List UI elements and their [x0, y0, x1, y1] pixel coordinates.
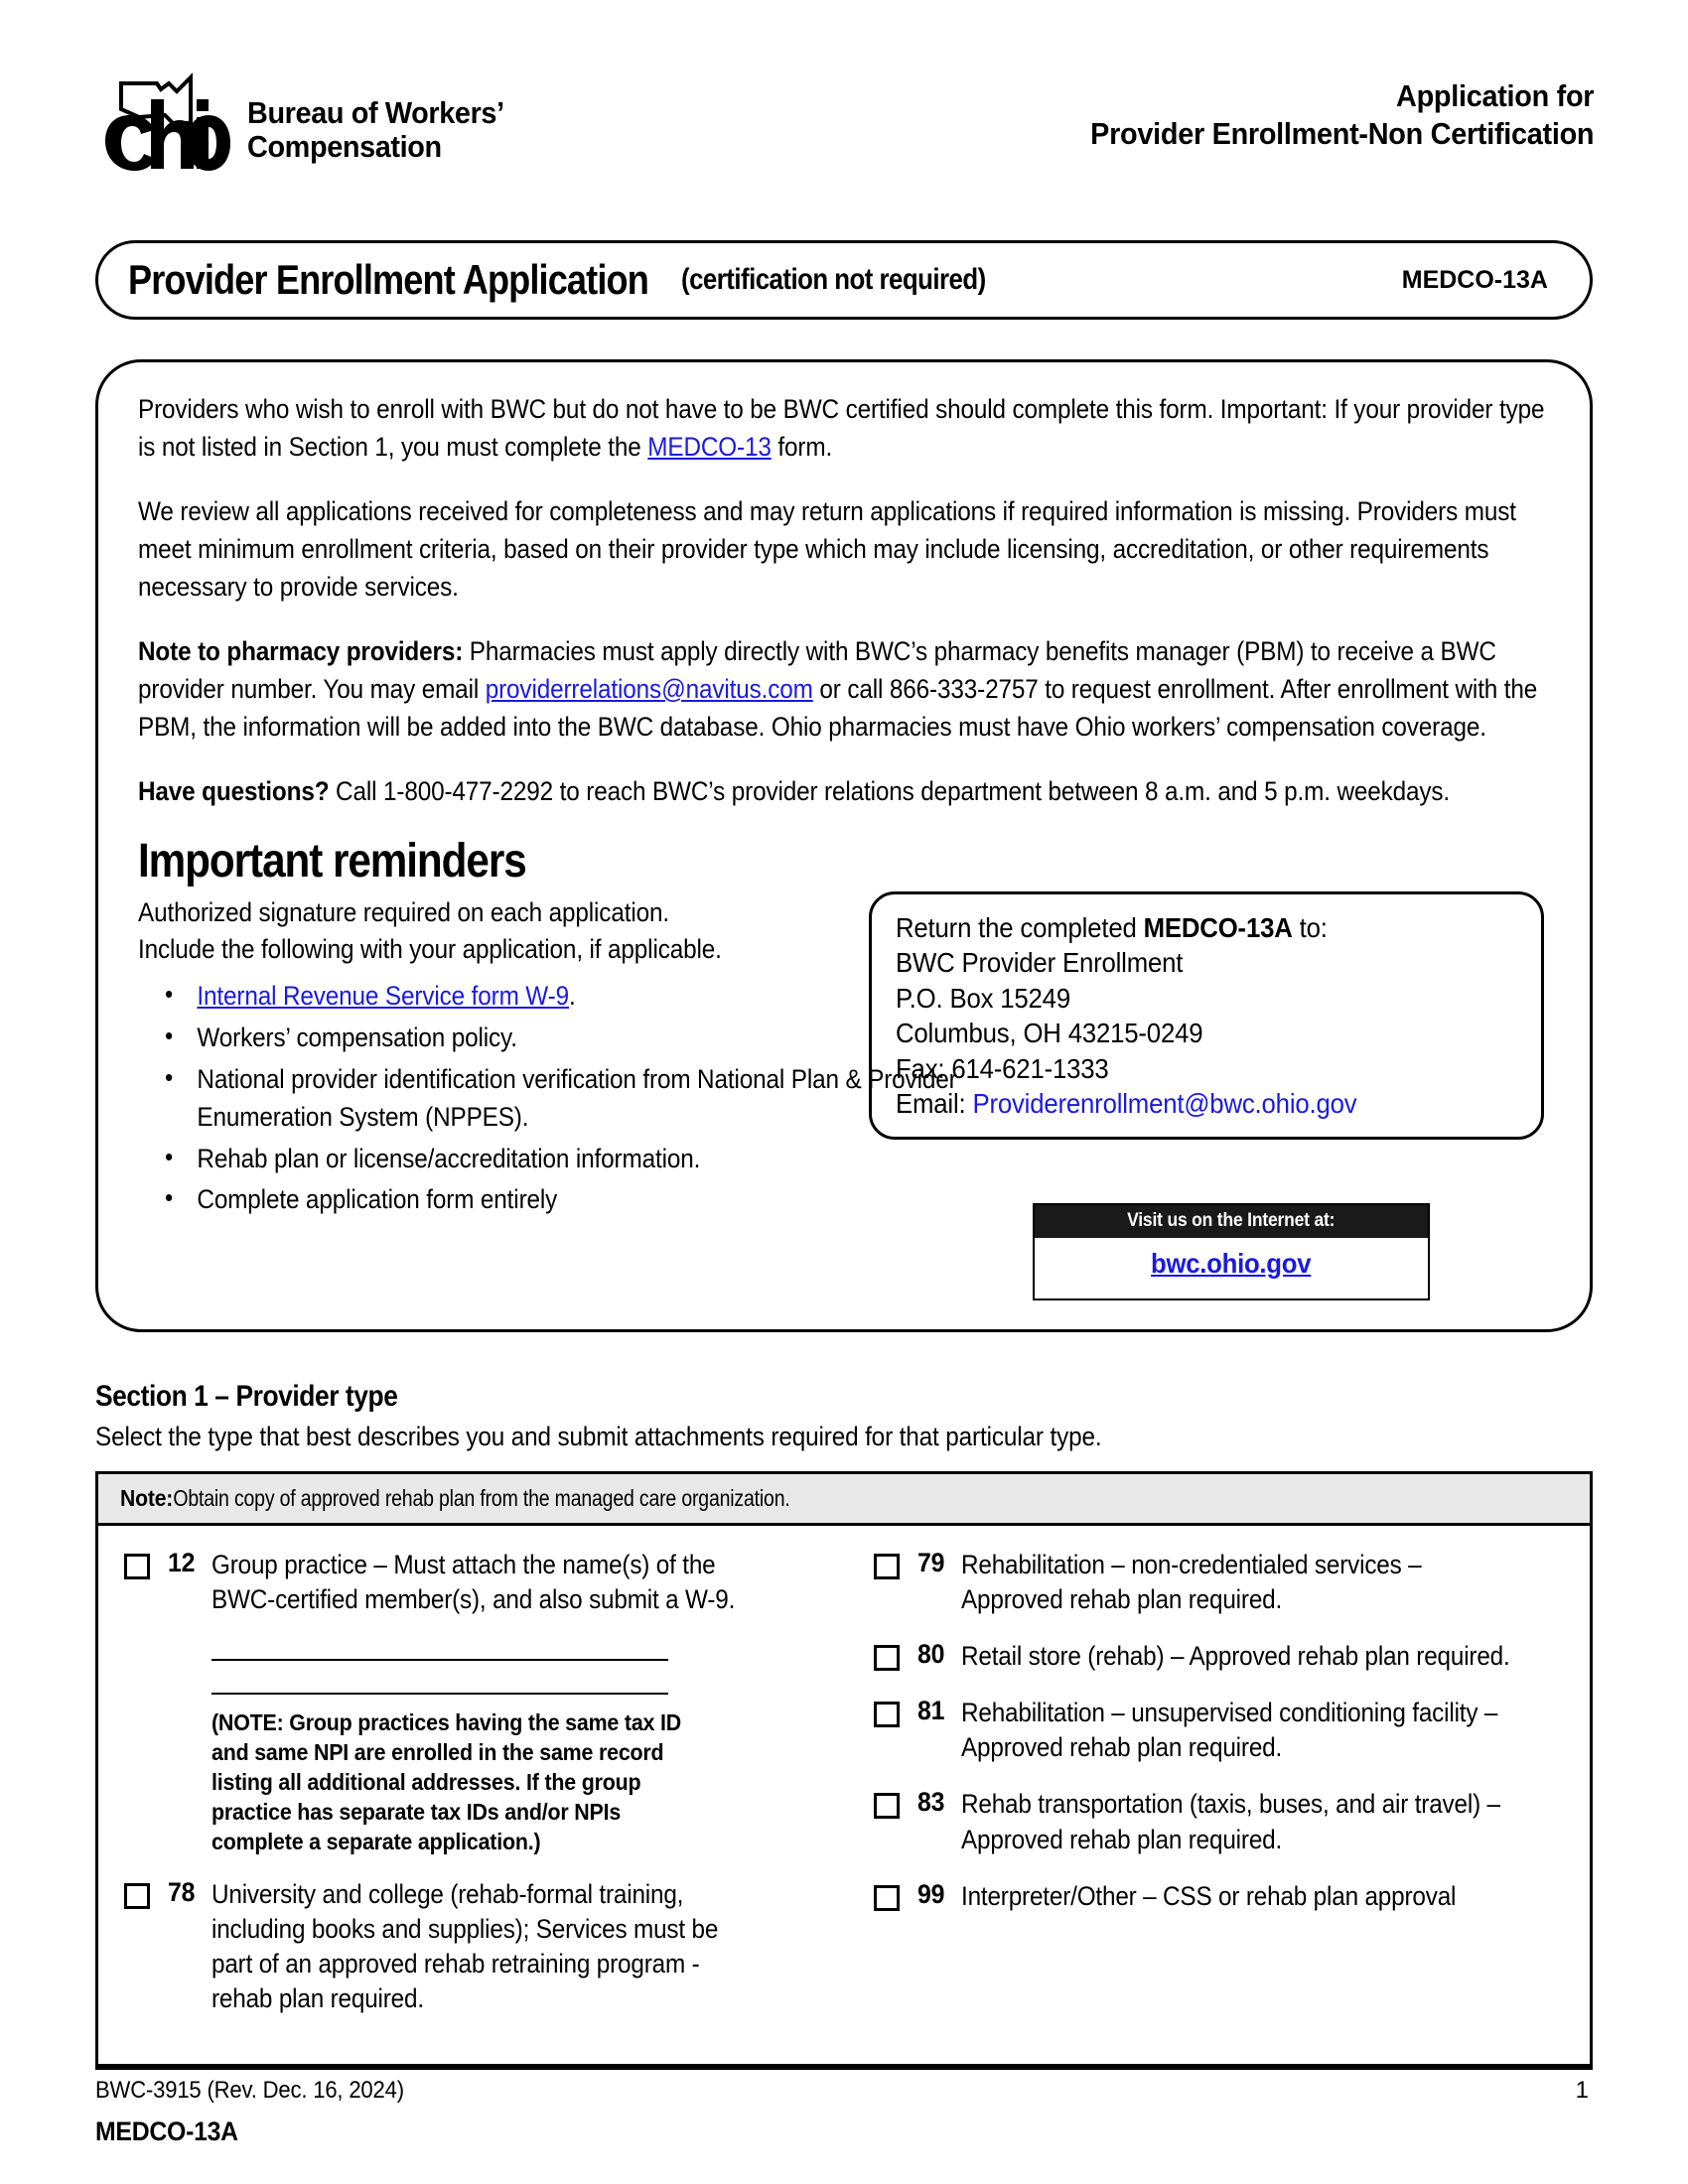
checkbox-83[interactable] [874, 1793, 900, 1819]
intro-paragraph-1 [138, 390, 1549, 467]
pharmacy-note-label: Note to pharmacy providers: [138, 635, 464, 666]
rehab-plan-note-bar [98, 1474, 1590, 1526]
ohio-state-logo-icon [99, 69, 233, 177]
provider-code-80: 80 [917, 1639, 945, 1670]
agency-name [247, 96, 504, 177]
provider-type-row-81[interactable] [874, 1696, 1572, 1765]
return-form-code: MEDCO-13A [1143, 912, 1293, 943]
provider-type-row-83[interactable] [874, 1787, 1572, 1856]
provider-code-83: 83 [917, 1787, 945, 1818]
intro-p1-text-a: Providers who wish to enroll with BWC but do not have to be BWC certified should complete this form. Important: If your provider type is not listed in Section 1, you must complete the [138, 394, 1545, 463]
provider-type-row-99[interactable] [874, 1879, 1572, 1914]
bwc-website-link[interactable]: bwc.ohio.gov [1151, 1248, 1312, 1279]
form-header-line2: Provider Enrollment-Non Certification [1089, 115, 1594, 151]
list-item: • Complete application form entirely [138, 1181, 1097, 1219]
footer-divider [95, 2067, 1593, 2070]
provider-code-78: 78 [168, 1876, 196, 1907]
checkbox-78[interactable] [124, 1883, 150, 1909]
checkbox-79[interactable] [874, 1554, 900, 1579]
provider-desc-78: University and college (rehab-formal training, including books and supplies); Services must be part of an approved rehab retraining program - rehab plan required. [211, 1878, 719, 2013]
reminders-line-1: Authorized signature required on each application. [138, 896, 669, 927]
footer-revision: BWC-3915 (Rev. Dec. 16, 2024) [95, 2077, 404, 2104]
form-code-label: MEDCO-13A [1401, 265, 1548, 294]
write-in-line-2[interactable] [211, 1661, 668, 1695]
note-label: Note: [120, 1485, 174, 1511]
bwc-logo [99, 69, 523, 177]
internet-promo-box [1033, 1203, 1430, 1300]
section-1-subtitle: Select the type that best describes you and submit attachments required for that particular type. [95, 1422, 1102, 1451]
provider-type-column-left [98, 1548, 844, 2038]
return-line-1a: Return the completed [896, 912, 1144, 943]
return-line-1 [896, 910, 1519, 945]
irs-w9-link[interactable]: Internal Revenue Service form W-9 [197, 981, 570, 1012]
list-item: • Workers’ compensation policy. [138, 1020, 1097, 1057]
internet-promo-heading [1035, 1205, 1428, 1238]
form-title-main: Provider Enrollment Application [128, 256, 648, 303]
return-line-4: Columbus, OH 43215-0249 [896, 1018, 1203, 1049]
agency-name-line2: Compensation [247, 128, 442, 164]
provider-type-row-80[interactable] [874, 1639, 1572, 1674]
write-in-line-1[interactable] [211, 1627, 668, 1661]
internet-promo-body [1035, 1238, 1428, 1280]
provider-desc-12: Group practice – Must attach the name(s) of the BWC-certified member(s), and also submit a W-9. [211, 1550, 736, 1615]
form-header-title [1053, 77, 1594, 153]
reminders-heading: Important reminders [138, 834, 526, 887]
document-header [0, 58, 1688, 187]
provider-type-column-right [844, 1548, 1590, 2038]
intro-paragraph-questions [138, 772, 1549, 810]
checkbox-81[interactable] [874, 1702, 900, 1727]
return-line-6-email [896, 1086, 1519, 1121]
provider-code-99: 99 [917, 1878, 945, 1909]
reminders-line-2: Include the following with your application, if applicable. [138, 934, 722, 965]
intro-panel [95, 359, 1593, 1332]
email-label: Email: [896, 1088, 973, 1120]
list-item: • Rehab plan or license/accreditation information. [138, 1141, 1097, 1178]
have-questions-label: Have questions? [138, 775, 330, 806]
provider-code-81: 81 [917, 1696, 945, 1726]
note-rest: Obtain copy of approved rehab plan from the managed care organization. [173, 1485, 790, 1511]
provider-type-row-78[interactable] [124, 1877, 826, 2016]
pharmacy-text-a: Pharmacies must apply directly with BWC’s pharmacy benefits manager (PBM) to receive a BWC provider number. You may email [138, 635, 1496, 704]
checkbox-99[interactable] [874, 1885, 900, 1911]
checkbox-12[interactable] [124, 1554, 150, 1579]
provider-desc-83: Rehab transportation (taxis, buses, and air travel) – Approved rehab plan required. [961, 1789, 1500, 1854]
provider-desc-81: Rehabilitation – unsupervised conditioning facility – Approved rehab plan required. [961, 1698, 1498, 1763]
return-line-1b: to: [1292, 912, 1328, 943]
agency-name-line1: Bureau of Workers’ [247, 95, 504, 131]
group-practice-note: (NOTE: Group practices having the same tax ID and same NPI are enrolled in the same record listing all additional addresses. If the group practice has separate tax IDs and/or NPIs complete a separate application.) [211, 1709, 682, 1854]
provider-type-columns [98, 1526, 1590, 2038]
return-address-box [869, 891, 1544, 1140]
intro-paragraph-2: We review all applications received for completeness and may return applications if required information is missing. Providers must meet minimum enrollment criteria, based on their provider type which may include licensing, accreditation, or other requirements necessary to provide services. [138, 495, 1516, 603]
section-1-heading: Section 1 – Provider type [95, 1380, 398, 1413]
form-header-line1: Application for [1395, 78, 1594, 113]
checkbox-80[interactable] [874, 1645, 900, 1671]
intro-paragraph-pharmacy [138, 632, 1549, 747]
form-title-bar [95, 240, 1593, 320]
footer-page-number: 1 [1575, 2077, 1589, 2104]
navitus-email-link[interactable]: providerrelations@navitus.com [485, 673, 813, 704]
medco-13-link[interactable]: MEDCO-13 [647, 432, 772, 463]
form-title-subtitle: (certification not required) [681, 263, 986, 296]
pharmacy-text-b: or call 866-333-2757 to request enrollment. After enrollment with the PBM, the information will be added into the BWC database. Ohio pharmacies must have Ohio workers’ compensation coverage. [138, 673, 1538, 743]
list-item: • National provider identification verification from National Plan & Provider Enumeration System (NPPES). [138, 1061, 1097, 1137]
rehab-plan-note-text [120, 1485, 843, 1512]
provider-type-row-12[interactable] [124, 1548, 826, 1617]
provider-code-12: 12 [168, 1548, 196, 1577]
have-questions-text: Call 1-800-477-2292 to reach BWC’s provider relations department between 8 a.m. and 5 p.m. weekdays. [329, 775, 1451, 806]
footer-form-code: MEDCO-13A [95, 2116, 238, 2146]
return-line-2: BWC Provider Enrollment [896, 947, 1184, 979]
bullet-0-suffix: . [569, 981, 576, 1012]
provider-enrollment-email-link[interactable]: Providerenrollment@bwc.ohio.gov [972, 1088, 1357, 1120]
provider-type-row-79[interactable] [874, 1548, 1572, 1617]
return-line-3: P.O. Box 15249 [896, 982, 1070, 1014]
internet-promo-heading-text: Visit us on the Internet at: [1127, 1210, 1336, 1231]
provider-desc-79: Rehabilitation – non-credentialed services – Approved rehab plan required. [961, 1550, 1422, 1615]
return-line-5-fax: Fax: 614-621-1333 [896, 1052, 1109, 1084]
provider-code-79: 79 [917, 1548, 945, 1577]
provider-desc-99: Interpreter/Other – CSS or rehab plan approval [961, 1880, 1457, 1911]
provider-desc-80: Retail store (rehab) – Approved rehab plan required. [961, 1641, 1510, 1672]
provider-type-table [95, 1471, 1593, 2067]
intro-p1-text-b: form. [771, 432, 833, 463]
